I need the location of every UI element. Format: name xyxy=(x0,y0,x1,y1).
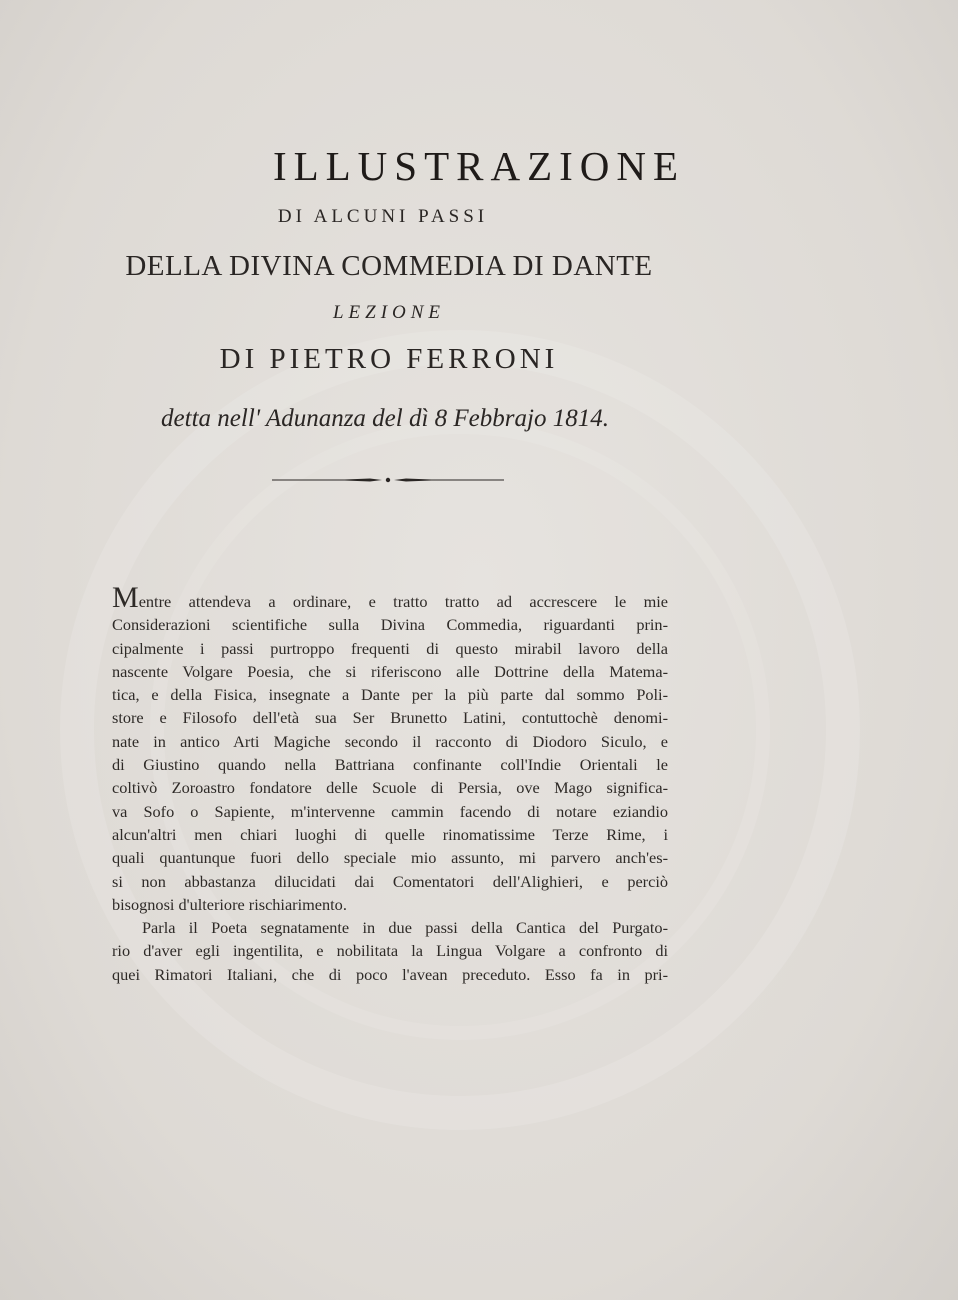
text-line-11: alcun'altri men chiari luoghi di quelle rinomatissime Terze Rime, i xyxy=(112,824,668,844)
text-line-5: tica, e della Fisica, insegnate a Dante per la più parte dal sommo Poli- xyxy=(112,685,668,705)
text-line-8: di Giustino quando nella Battriana confinante coll'Indie Orientali le xyxy=(112,755,668,775)
author-line: DI PIETRO FERRONI xyxy=(219,343,559,375)
subtitle-lezione: LEZIONE xyxy=(332,302,446,323)
drop-cap: M xyxy=(112,581,139,614)
subtitle-divina-commedia: DELLA DIVINA COMMEDIA DI DANTE xyxy=(125,250,653,282)
text-line-12: quali quantunque fuori dello speciale mio assunto, mi parvero anch'es- xyxy=(112,848,668,868)
text-line-16: rio d'aver egli ingentilita, e nobilitata la Lingua Volgare a confronto di xyxy=(112,941,668,961)
text-line-2: Considerazioni scientifiche sulla Divina Commedia, riguardanti prin- xyxy=(112,615,668,635)
title-main: ILLUSTRAZIONE xyxy=(272,143,686,189)
text-line-1: Mentre attendeva a ordinare, e tratto tratto ad accrescere le mie xyxy=(112,581,668,614)
date-line: detta nell' Adunanza del dì 8 Febbrajo 1814. xyxy=(161,405,609,432)
text-line-15: Parla il Poeta segnatamente in due passi della Cantica del Purgato- xyxy=(142,918,668,938)
body-text xyxy=(112,581,668,986)
text-line-7: nate in antico Arti Magiche secondo il racconto di Diodoro Siculo, e xyxy=(112,731,668,751)
text-line-14: bisognosi d'ulteriore rischiarimento. xyxy=(112,894,347,914)
text-line-3: cipalmente i passi purtroppo frequenti di questo mirabil lavoro della xyxy=(112,638,668,658)
text-line-4: nascente Volgare Poesia, che si riferiscono alle Dottrine della Matema- xyxy=(112,661,668,681)
text-line-9: coltivò Zoroastro fondatore delle Scuole di Persia, ove Mago significa- xyxy=(112,778,668,798)
subtitle-passages: DI ALCUNI PASSI xyxy=(277,206,489,227)
text-line-6: store e Filosofo dell'età sua Ser Brunetto Latini, contuttochè denomi- xyxy=(112,708,668,728)
text-line-10: va Sofo o Sapiente, m'intervenne cammin facendo di notare eziandio xyxy=(112,801,668,821)
text-line-13: si non abbastanza dilucidati dai Comentatori dell'Alighieri, e perciò xyxy=(112,871,668,891)
ornament-divider-icon xyxy=(272,470,504,490)
text-line-17: quei Rimatori Italiani, che di poco l'avean preceduto. Esso fa in pri- xyxy=(112,964,668,984)
